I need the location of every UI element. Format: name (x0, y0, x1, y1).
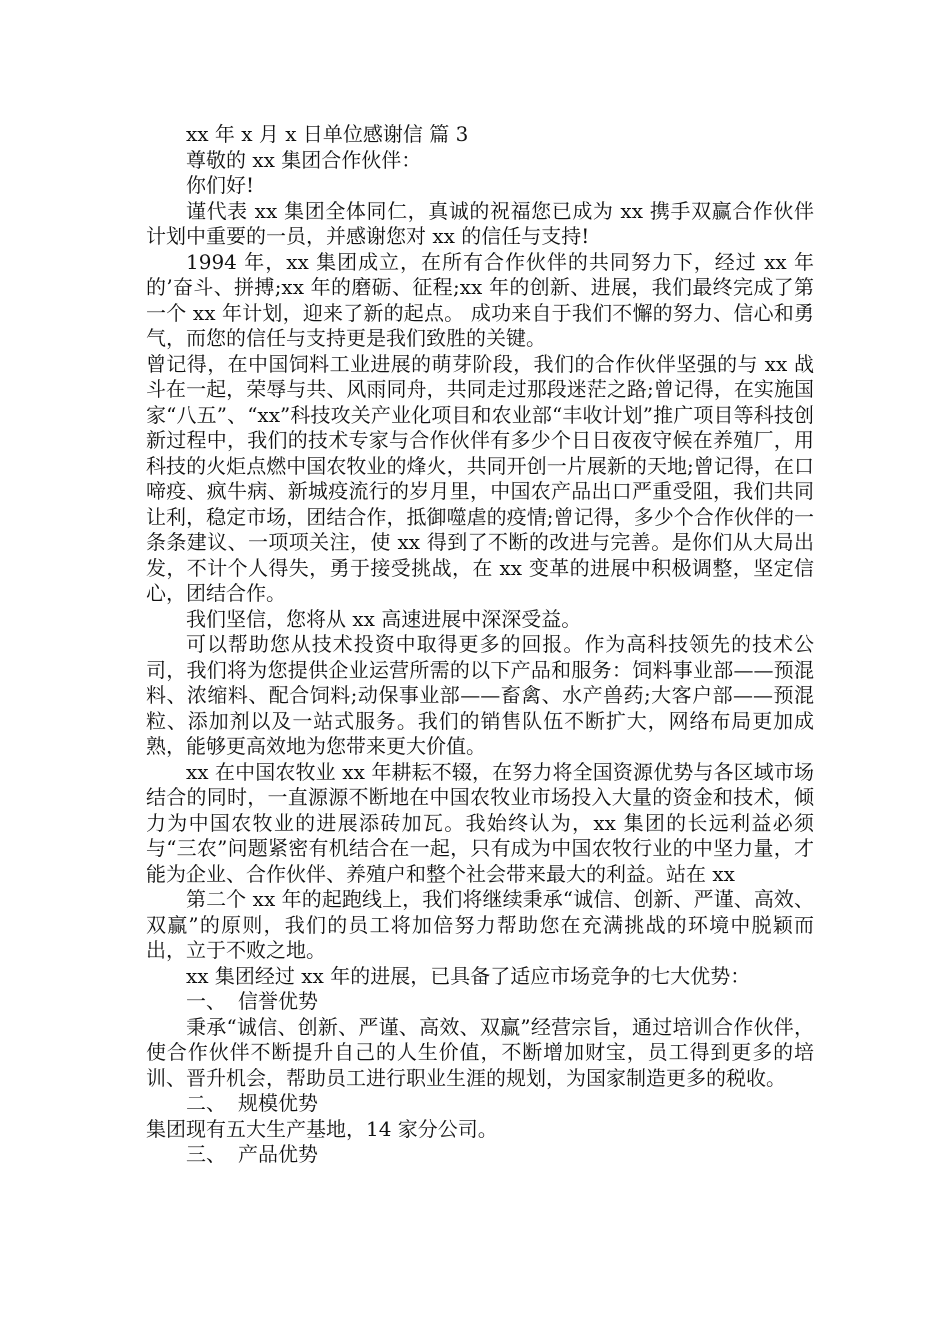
salutation: 尊敬的 xx 集团合作伙伴： (186, 147, 422, 172)
paragraph-6: xx 在中国农牧业 xx 年耕耘不辍，在努力将全国资源优势与各区域市场结合的同时，一直源源不断地在中国农牧业市场投入大量的资金和技术，倾力为中国农牧业的进展添砖加瓦。我始终认为，xx 集团的长远利益必须与“三农”问题紧密有机结合在一起，只有成为中国农牧行业的中坚力量，才能为企业、合作伙伴、养殖户和整个社会带来最大的利益。站在 xx (146, 759, 814, 886)
paragraph-2: 1994 年，xx 集团成立，在所有合作伙伴的共同努力下，经过 xx 年的’奋斗、拼搏;xx 年的磨砺、征程;xx 年的创新、进展，我们最终完成了第一个 xx 年计划，迎来了新的起点。 成功来自于我们不懈的努力、信心和勇气，而您的信任与支持更是我们致胜的关键。 (146, 249, 814, 350)
section-heading-2 (146, 1091, 814, 1117)
section-number: 二、 (186, 1091, 226, 1115)
paragraph-8: xx 集团经过 xx 年的进展，已具备了适应市场竞争的七大优势： (186, 963, 751, 988)
section-heading-3 (146, 1142, 814, 1168)
paragraph-7: 第二个 xx 年的起跑线上，我们将继续秉承“诚信、创新、严谨、高效、双赢”的原则，我们的员工将加倍努力帮助您在充满挑战的环境中脱颖而出，立于不败之地。 (146, 887, 814, 962)
section-title: 规模优势 (238, 1091, 318, 1115)
section-body-2: 集团现有五大生产基地，14 家分公司。 (146, 1116, 498, 1141)
section-title: 产品优势 (238, 1142, 318, 1166)
section-body-1: 秉承“诚信、创新、严谨、高效、双赢”经营宗旨，通过培训合作伙伴，使合作伙伴不断提升自己的人生价值，不断增加财宝，员工得到更多的培训、晋升机会，帮助员工进行职业生涯的规划，为国家制造更多的税收。 (146, 1014, 814, 1090)
section-number: 一、 (186, 989, 226, 1013)
greeting: 你们好! (186, 173, 255, 197)
section-number: 三、 (186, 1142, 226, 1166)
section-heading-1 (146, 989, 814, 1015)
paragraph-5: 可以帮助您从技术投资中取得更多的回报。作为高科技领先的技术公司，我们将为您提供企业运营所需的以下产品和服务：饲料事业部——预混料、浓缩料、配合饲料;动保事业部——畜禽、水产兽药;大客户部——预混粒、添加剂以及一站式服务。我们的销售队伍不断扩大，网络布局更加成熟，能够更高效地为您带来更大价值。 (146, 632, 814, 758)
letter-page (146, 122, 814, 1168)
letter-title: xx 年 x 月 x 日单位感谢信 篇 3 (186, 122, 469, 146)
paragraph-1: 谨代表 xx 集团全体同仁，真诚的祝福您已成为 xx 携手双赢合作伙伴计划中重要的一员，并感谢您对 xx 的信任与支持! (146, 198, 814, 248)
paragraph-4: 我们坚信，您将从 xx 高速进展中深深受益。 (186, 606, 582, 631)
paragraph-3: 曾记得，在中国饲料工业进展的萌芽阶段，我们的合作伙伴坚强的与 xx 战斗在一起，荣辱与共、风雨同舟，共同走过那段迷茫之路;曾记得，在实施国家“八五”、“xx”科技攻关产业化项目和农业部“丰收计划”推广项目等科技创新过程中，我们的技术专家与合作伙伴有多少个日日夜夜守候在养殖厂，用科技的火炬点燃中国农牧业的烽火，共同开创一片展新的天地;曾记得，在口啼疫、疯牛病、新城疫流行的岁月里，中国农产品出口严重受阻，我们共同让利，稳定市场，团结合作，抵御噬虐的疫情;曾记得，多少个合作伙伴的一条条建议、一项项关注，使 xx 得到了不断的改进与完善。是你们从大局出发，不计个人得失，勇于接受挑战，在 xx 变革的进展中积极调整，坚定信心，团结合作。 (146, 351, 814, 605)
section-title: 信誉优势 (238, 989, 318, 1013)
